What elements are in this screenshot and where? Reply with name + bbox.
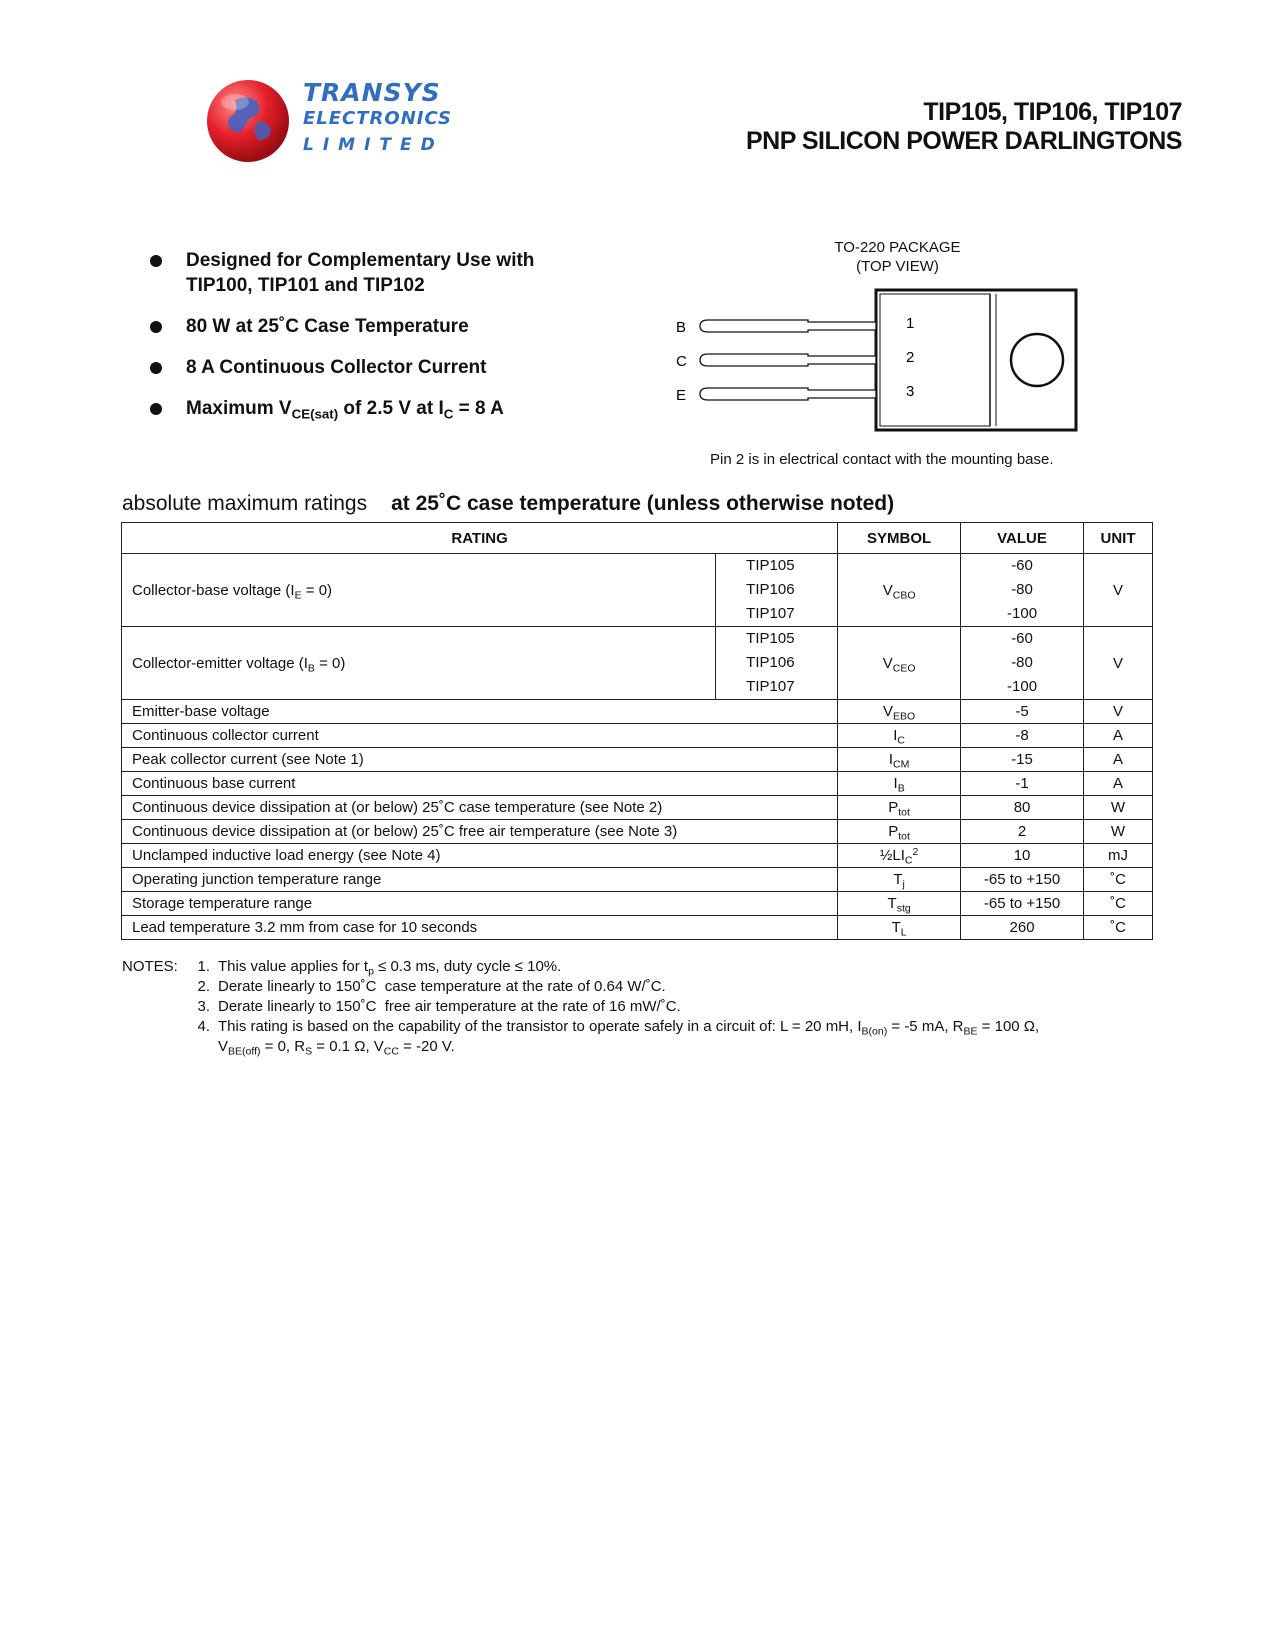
symbol-cell: $I_B$ [838, 772, 961, 796]
part-number: TIP106 [746, 581, 795, 598]
section-title: absolute maximum ratings [122, 492, 368, 515]
pin-label: C [676, 353, 687, 370]
value: -100 [1007, 605, 1038, 622]
symbol-cell: $V_{CBO}$ [838, 554, 961, 627]
unit-cell: A [1083, 772, 1152, 796]
part-cell [716, 627, 838, 700]
rating-cell: Peak collector current (see Note 1) [122, 748, 838, 772]
part-number: TIP107 [746, 678, 795, 695]
unit-cell: ˚C [1083, 868, 1152, 892]
table-header-row [122, 523, 1153, 554]
pin-label: B [676, 319, 687, 336]
logo-wordmark [303, 80, 452, 158]
document-title [746, 98, 1182, 156]
note-item [122, 977, 1142, 997]
unit-cell: W [1083, 796, 1152, 820]
note-text: This value applies for $t_p \le 0.3$ ms, duty cycle ≤ 10%. [218, 958, 562, 978]
part-number: TIP105 [746, 557, 795, 574]
lead-c [700, 354, 876, 366]
to220-package-diagram [676, 280, 1120, 440]
value-cell: 80 [961, 796, 1084, 820]
header-value: VALUE [961, 523, 1084, 554]
note-number: 2. [197, 978, 210, 995]
title-description: PNP SILICON POWER DARLINGTONS [745, 127, 1182, 155]
unit-cell: V [1083, 627, 1152, 700]
lead-b [700, 320, 876, 332]
unit-cell: W [1083, 820, 1152, 844]
table-row [122, 892, 1153, 916]
pin-number: 3 [906, 383, 915, 400]
note-text: Derate linearly to 150˚C free air temperature at the rate of 16 mW/˚C. [218, 998, 681, 1015]
bullet-icon [150, 403, 162, 415]
symbol-cell: $T_L$ [838, 916, 961, 940]
value-cell: -1 [961, 772, 1084, 796]
table-row [122, 748, 1153, 772]
feature-item [150, 314, 600, 339]
value-cell: -5 [961, 700, 1084, 724]
mounting-hole-icon [1011, 334, 1063, 386]
rating-cell: Continuous device dissipation at (or below) 25˚C case temperature (see Note 2) [122, 796, 838, 820]
note-number: 3. [197, 998, 210, 1015]
feature-text: Designed for Complementary Use with TIP100, TIP101 and TIP102 [186, 250, 535, 296]
pin-number: 2 [906, 349, 915, 366]
part-number: TIP107 [746, 605, 795, 622]
unit-cell: A [1083, 724, 1152, 748]
unit-cell: V [1083, 700, 1152, 724]
table-row [122, 772, 1153, 796]
table-row [122, 796, 1153, 820]
unit-cell: A [1083, 748, 1152, 772]
table-row [122, 916, 1153, 940]
lead-e [700, 388, 876, 400]
logo-line-1: TRANSYS [303, 78, 441, 107]
note-item [122, 1017, 1142, 1057]
package-title [800, 238, 995, 276]
table-row [122, 627, 1153, 700]
bullet-icon [150, 321, 162, 333]
value-cell: -15 [961, 748, 1084, 772]
note-text: This rating is based on the capability of the transistor to operate safely in a circuit of: L = 20 mH, $I_{B(on)} = -5$ mA, $R_{BE} = 100$ Ω, $V_{BE(off)} = 0$, $R_S = 0.1$ Ω, $V_{CC} = -20$ V. [218, 1018, 1040, 1058]
pin-number: 1 [906, 315, 915, 332]
symbol-cell: $I_C$ [838, 724, 961, 748]
note-number: 1. [197, 958, 210, 975]
bullet-icon [150, 362, 162, 374]
value: -60 [1011, 557, 1033, 574]
logo-line-3: LIMITED [303, 135, 444, 155]
value-cell: -65 to +150 [961, 868, 1084, 892]
pin-label: E [676, 387, 687, 404]
value-cell: -8 [961, 724, 1084, 748]
note-number: 4. [197, 1018, 210, 1035]
note-text: Derate linearly to 150˚C case temperature at the rate of 0.64 W/˚C. [218, 978, 666, 995]
package-note: Pin 2 is in electrical contact with the mounting base. [710, 451, 1054, 468]
symbol-cell: $T_j$ [838, 868, 961, 892]
title-part-numbers: TIP105, TIP106, TIP107 [923, 98, 1182, 126]
package-die-area [880, 294, 990, 426]
value-cell [961, 627, 1084, 700]
rating-cell: Lead temperature 3.2 mm from case for 10 seconds [122, 916, 838, 940]
header-rating: RATING [122, 523, 838, 554]
rating-cell: Unclamped inductive load energy (see Note 4) [122, 844, 838, 868]
rating-cell: Continuous device dissipation at (or below) 25˚C free air temperature (see Note 3) [122, 820, 838, 844]
simple-rows [122, 700, 1153, 940]
symbol-cell: $I_{CM}$ [838, 748, 961, 772]
table-row [122, 820, 1153, 844]
package-name: TO-220 PACKAGE [834, 239, 961, 256]
note-item [122, 957, 1142, 977]
part-number: TIP106 [746, 654, 795, 671]
symbol-cell: $V_{EBO}$ [838, 700, 961, 724]
symbol-cell: $P_{tot}$ [838, 820, 961, 844]
section-condition: at 25˚C case temperature (unless otherwise noted) [391, 492, 895, 515]
rating-cell: Storage temperature range [122, 892, 838, 916]
value: -80 [1011, 581, 1033, 598]
note-item [122, 997, 1142, 1017]
header-symbol: SYMBOL [838, 523, 961, 554]
logo-line-2: ELECTRONICS [303, 108, 453, 129]
value: -80 [1011, 654, 1033, 671]
symbol-cell: $P_{tot}$ [838, 796, 961, 820]
value-cell [961, 554, 1084, 627]
value-cell: 10 [961, 844, 1084, 868]
feature-text: Maximum $V_{CE(sat)}$ of 2.5 V at $I_C = 8$ A [186, 398, 504, 422]
header-unit: UNIT [1083, 523, 1152, 554]
ratings-table [121, 522, 1153, 940]
rating-cell: Operating junction temperature range [122, 868, 838, 892]
value-cell: 260 [961, 916, 1084, 940]
unit-cell: ˚C [1083, 892, 1152, 916]
notes-label: NOTES: [122, 958, 178, 975]
unit-cell: ˚C [1083, 916, 1152, 940]
table-row [122, 554, 1153, 627]
value-cell: -65 to +150 [961, 892, 1084, 916]
feature-item [150, 355, 600, 380]
table-row [122, 724, 1153, 748]
symbol-cell: $T_{stg}$ [838, 892, 961, 916]
rating-cell: Collector-base voltage $(I_E = 0)$ [122, 554, 716, 627]
value-cell: 2 [961, 820, 1084, 844]
rating-cell: Emitter-base voltage [122, 700, 838, 724]
rating-cell: Continuous base current [122, 772, 838, 796]
value: -60 [1011, 630, 1033, 647]
package-view: (TOP VIEW) [856, 258, 939, 275]
feature-item [150, 248, 600, 298]
unit-cell: V [1083, 554, 1152, 627]
unit-cell: mJ [1083, 844, 1152, 868]
company-logo [205, 78, 453, 168]
feature-text: 8 A Continuous Collector Current [186, 357, 487, 378]
bullet-icon [150, 255, 162, 267]
section-heading [122, 492, 894, 516]
feature-text: 80 W at 25˚C Case Temperature [186, 316, 469, 337]
part-number: TIP105 [746, 630, 795, 647]
table-row [122, 700, 1153, 724]
table-row [122, 844, 1153, 868]
value: -100 [1007, 678, 1038, 695]
rating-cell: Collector-emitter voltage $(I_B = 0)$ [122, 627, 716, 700]
rating-cell: Continuous collector current [122, 724, 838, 748]
symbol-cell: $V_{CEO}$ [838, 627, 961, 700]
globe-logo-icon [205, 78, 291, 164]
notes-section [122, 957, 1142, 1057]
feature-list [150, 248, 600, 437]
table-row [122, 868, 1153, 892]
feature-item [150, 396, 600, 421]
part-cell [716, 554, 838, 627]
symbol-cell: $\frac{1}{2}LI_C^2$ [838, 844, 961, 868]
